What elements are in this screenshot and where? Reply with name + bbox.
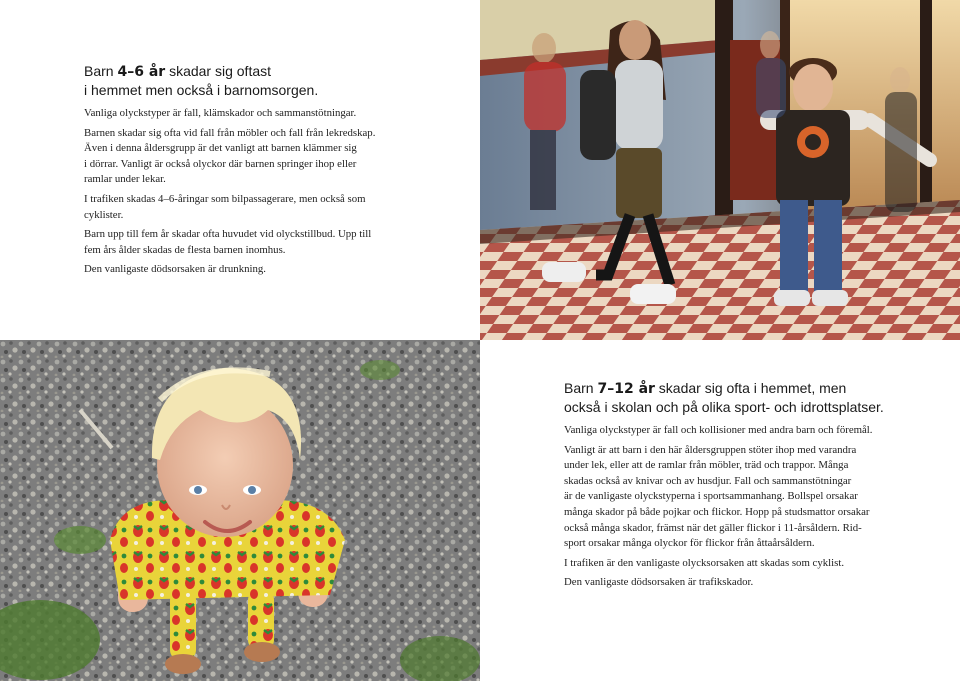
paragraph: Vanligt är att barn i den här åldersgruppen stöter ihop med varandra under lek, eller att de ramlar från möbler, träd och trappor. Många skadas också av knivar och av husdjur. Fall och sammanstötningar är de vanligaste olyckstyperna i sportsammanhang. Bollspel orsakar många skador på både pojkar och flickor. Hopp på studsmattor orsakar också många skador, främst när det gäller flickor i 11-årsåldern. Rid- sport orsakar många olyckor för flickor från åttaårsåldern. <box>564 443 870 550</box>
text-panel-ages-7-12 <box>480 340 960 681</box>
heading-age-range: 4–6 år <box>117 64 166 80</box>
paragraph: Barn upp till fem år skadar ofta huvudet vid olyckstillbud. Upp till fem års ålder skadas de flesta barnen inomhus. <box>84 228 372 256</box>
section-heading <box>84 62 414 99</box>
toddler-illustration <box>0 340 480 681</box>
paragraph: Barnen skadar sig ofta vid fall från möbler och fall från lekredskap. Även i denna åldersgrupp är det vanligt att barnen klämmer sig i dörrar. Vanligt är också olyckor där barnen springer ihop eller ramlar under lekar. <box>84 126 376 186</box>
heading-text: i hemmet men också i barnomsorgen. <box>84 82 319 98</box>
heading-text: Barn <box>564 380 598 396</box>
paragraph: Den vanligaste dödsorsaken är trafikskador. <box>564 576 754 589</box>
heading-text: skadar sig oftast <box>165 63 272 79</box>
paragraph: Den vanligaste dödsorsaken är drunkning. <box>84 263 267 276</box>
photo-school-corridor <box>480 0 960 340</box>
heading-text: skadar sig ofta i hemmet, men <box>654 380 847 396</box>
section-heading <box>564 379 894 416</box>
paragraph: Vanliga olyckstyper är fall och kollisioner med andra barn och föremål. <box>564 424 873 436</box>
heading-text: också i skolan och på olika sport- och idrottsplatser. <box>564 399 884 415</box>
section-ages-4-6 <box>84 62 414 282</box>
corridor-illustration <box>480 0 960 340</box>
photo-toddler-on-gravel <box>0 340 480 681</box>
text-panel-ages-4-6 <box>0 0 480 340</box>
paragraph: Vanliga olyckstyper är fall, klämskador och sammanstötningar. <box>84 107 357 119</box>
paragraph: I trafiken är den vanligaste olycksorsaken att skadas som cyklist. <box>564 556 845 569</box>
heading-text: Barn <box>84 63 118 79</box>
heading-age-range: 7–12 år <box>597 381 655 397</box>
section-ages-7-12 <box>564 379 894 595</box>
paragraph: I trafiken skadas 4–6-åringar som bilpassagerare, men också som cyklister. <box>84 192 366 221</box>
